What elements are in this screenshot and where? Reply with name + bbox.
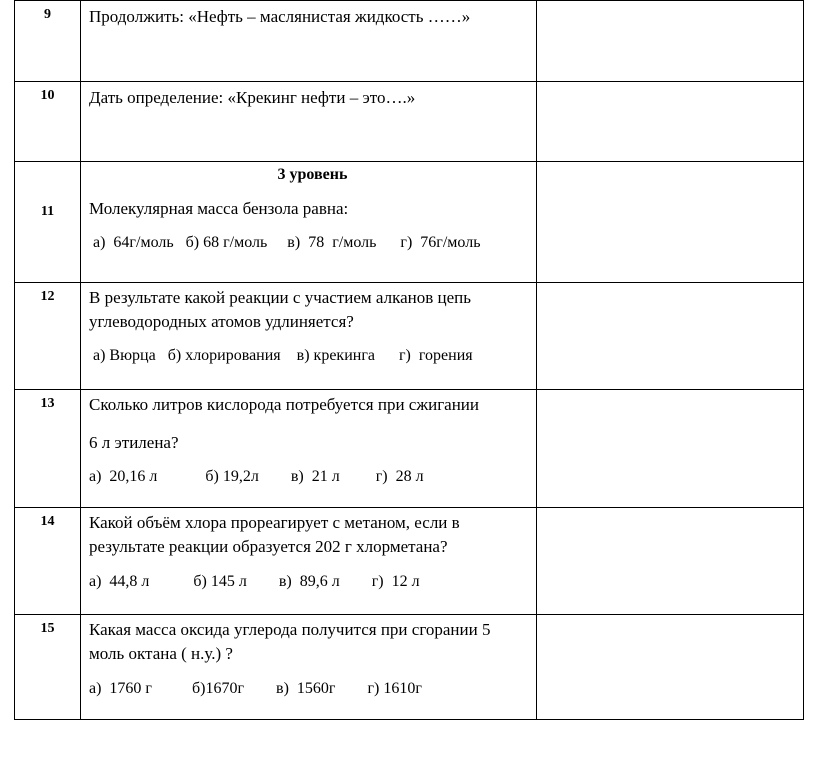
- question-cell: [81, 390, 537, 508]
- question-text: Молекулярная масса бензола равна:: [89, 199, 349, 218]
- question-cell: [81, 1, 537, 82]
- row-number: 12: [15, 283, 81, 390]
- question-cell: [81, 82, 537, 162]
- table-row: [15, 1, 804, 82]
- question-text: углеводородных атомов удлиняется?: [89, 312, 354, 331]
- answer-cell[interactable]: [537, 390, 804, 508]
- answer-cell[interactable]: [537, 82, 804, 162]
- questions-table: [14, 0, 804, 720]
- question-text: 6 л этилена?: [89, 433, 179, 452]
- answer-options: а) Вюрца б) хлорирования в) крекинга г) горения: [89, 347, 473, 364]
- table-row: [15, 390, 804, 508]
- row-number: 14: [15, 508, 81, 615]
- question-cell: [81, 508, 537, 615]
- question-text: Какой объём хлора прореагирует с метаном, если в: [89, 513, 460, 532]
- row-number: 15: [15, 615, 81, 720]
- row-number: 9: [15, 1, 81, 82]
- question-text: В результате какой реакции с участием алканов цепь: [89, 288, 472, 307]
- answer-cell[interactable]: [537, 162, 804, 283]
- question-text: моль октана ( н.у.) ?: [89, 644, 233, 663]
- answer-options: а) 44,8 л б) 145 л в) 89,6 л г) 12 л: [89, 573, 420, 590]
- question-text: Дать определение: «Крекинг нефти – это….»: [89, 88, 416, 107]
- answer-options: а) 20,16 л б) 19,2л в) 21 л г) 28 л: [89, 468, 424, 485]
- table-row: [15, 283, 804, 390]
- answer-cell[interactable]: [537, 508, 804, 615]
- table-row: [15, 82, 804, 162]
- question-cell: [81, 615, 537, 720]
- table-row: [15, 162, 804, 283]
- question-cell: [81, 162, 537, 283]
- answer-cell[interactable]: [537, 283, 804, 390]
- level-heading: 3 уровень: [277, 166, 348, 183]
- row-number: 13: [15, 390, 81, 508]
- table-row: [15, 508, 804, 615]
- answer-options: а) 1760 г б)1670г в) 1560г г) 1610г: [89, 680, 422, 697]
- row-number: 10: [15, 82, 81, 162]
- question-text: Продолжить: «Нефть – маслянистая жидкость ……»: [89, 7, 471, 26]
- answer-options: а) 64г/моль б) 68 г/моль в) 78 г/моль г) 76г/моль: [89, 234, 481, 251]
- question-text: результате реакции образуется 202 г хлорметана?: [89, 537, 448, 556]
- answer-cell[interactable]: [537, 1, 804, 82]
- question-text: Сколько литров кислорода потребуется при сжигании: [89, 395, 480, 414]
- question-cell: [81, 283, 537, 390]
- row-number: 11: [15, 162, 81, 283]
- answer-cell[interactable]: [537, 615, 804, 720]
- table-row: [15, 615, 804, 720]
- question-text: Какая масса оксида углерода получится при сгорании 5: [89, 620, 491, 639]
